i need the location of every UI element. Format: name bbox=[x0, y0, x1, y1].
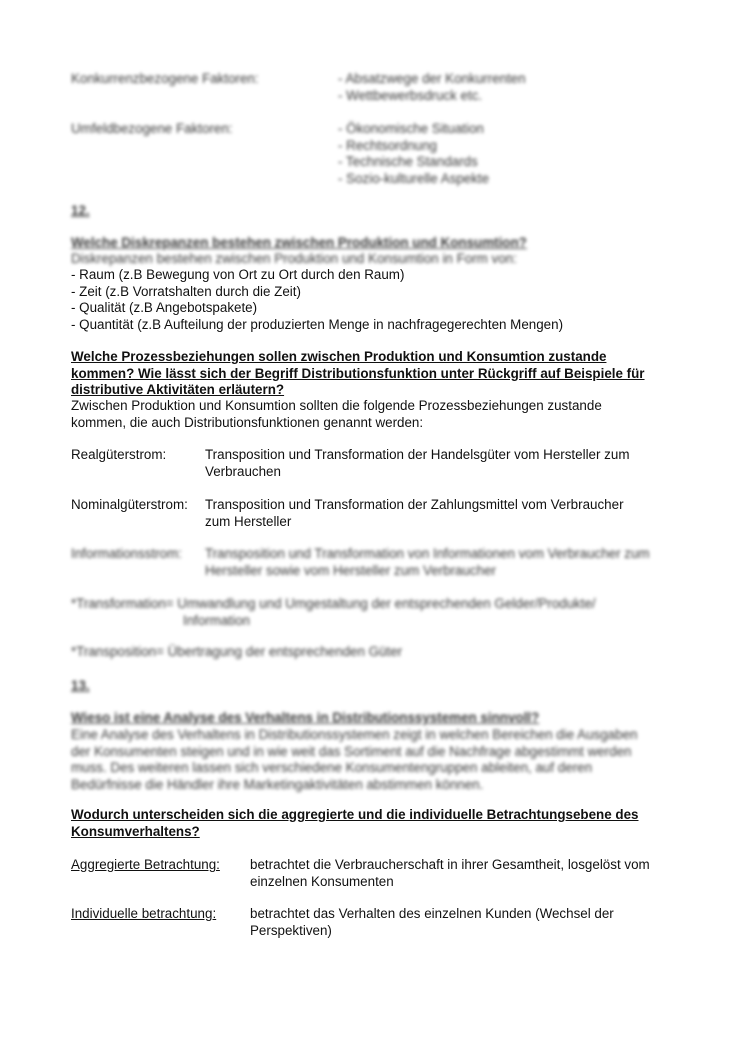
text-line: muss. Des weiteren lassen sich verschiedene Konsumentengruppen ableiten, auf deren bbox=[71, 760, 593, 775]
definition-text-aggregate bbox=[250, 857, 650, 890]
footnote-transformation bbox=[71, 596, 596, 629]
text-line: betrachtet die Verbraucherschaft in ihrer Gesamtheit, losgelöst vom bbox=[250, 857, 650, 872]
list-item: - Rechtsordnung bbox=[338, 137, 437, 153]
title-line: kommen? Wie lässt sich der Begriff Distributionsfunktion unter Rückgriff auf Beispiele für bbox=[71, 365, 645, 381]
text-line: *Transformation= Umwandlung und Umgestaltung der entsprechenden Gelder/Produkte/ bbox=[71, 596, 596, 611]
title-line: Wodurch unterscheiden sich die aggregierte und die individuelle Betrachtungsebene des bbox=[71, 807, 639, 822]
environment-factors-list bbox=[338, 121, 489, 187]
definition-text-individual bbox=[250, 906, 614, 939]
section-12-question-1-intro: Diskrepanzen bestehen zwischen Produktion und Konsumtion in Form von: bbox=[71, 251, 517, 266]
discrepancy-list bbox=[71, 267, 563, 333]
list-item: - Technische Standards bbox=[338, 154, 478, 169]
title-line: Konsumverhaltens? bbox=[71, 823, 200, 839]
list-item: - Quantität (z.B Aufteilung der produzierten Menge in nachfragegerechten Mengen) bbox=[71, 316, 564, 332]
section-12-question-2-intro bbox=[71, 398, 602, 431]
list-item: - Absatzwege der Konkurrenten bbox=[338, 71, 526, 86]
section-13-number: 13. bbox=[71, 678, 90, 693]
text-line: Transposition und Transformation von Informationen vom Verbraucher zum bbox=[205, 546, 650, 561]
footnote-transposition: *Transposition= Übertragung der entsprechenden Güter bbox=[71, 644, 403, 659]
text-line: kommen, die auch Distributionsfunktionen genannt werden: bbox=[71, 414, 424, 430]
section-12-question-2-title bbox=[71, 349, 645, 399]
section-13-question-1-title: Wieso ist eine Analyse des Verhaltens in Distributionssystemen sinnvoll? bbox=[71, 710, 540, 725]
competitor-factors-list bbox=[338, 71, 526, 104]
text-line: der Konsumenten steigen und in wie weit das Sortiment auf die Nachfrage abgestimmt werden bbox=[71, 743, 632, 759]
section-13-question-1-body bbox=[71, 727, 637, 793]
stream-label-information: Informationsstrom: bbox=[71, 546, 182, 561]
text-line: Verbrauchen bbox=[205, 463, 281, 479]
stream-label-nominal: Nominalgüterstrom: bbox=[71, 497, 188, 512]
environment-factors-label: Umfeldbezogene Faktoren: bbox=[71, 121, 233, 136]
text-line: betrachtet das Verhalten des einzelnen Kunden (Wechsel der bbox=[250, 906, 614, 921]
text-line: Transposition und Transformation der Zahlungsmittel vom Verbraucher bbox=[205, 497, 624, 512]
section-12-question-1-title: Welche Diskrepanzen bestehen zwischen Produktion und Konsumtion? bbox=[71, 235, 527, 250]
definition-term-individual: Individuelle betrachtung: bbox=[71, 906, 217, 921]
competitor-factors-label: Konkurrenzbezogene Faktoren: bbox=[71, 71, 259, 86]
list-item: - Sozio-kulturelle Aspekte bbox=[338, 170, 490, 186]
list-item: - Zeit (z.B Vorratshalten durch die Zeit) bbox=[71, 283, 301, 299]
list-item: - Ökonomische Situation bbox=[338, 121, 484, 136]
list-item: - Wettbewerbsdruck etc. bbox=[338, 87, 483, 103]
text-line: Bedürfnisse die Händler ihre Marketingaktivitäten abstimmen können. bbox=[71, 776, 484, 792]
stream-text-real bbox=[205, 447, 629, 480]
title-line: Welche Prozessbeziehungen sollen zwischen Produktion und Konsumtion zustande bbox=[71, 349, 607, 364]
definition-term-aggregate: Aggregierte Betrachtung: bbox=[71, 857, 220, 872]
section-13-question-2-title bbox=[71, 807, 638, 840]
text-line: einzelnen Konsumenten bbox=[250, 873, 394, 889]
title-line: distributive Aktivitäten erläutern? bbox=[71, 382, 285, 397]
text-line: Perspektiven) bbox=[250, 922, 332, 938]
list-item: - Qualität (z.B Angebotspakete) bbox=[71, 300, 258, 315]
section-12-number: 12. bbox=[71, 203, 90, 218]
text-line: Transposition und Transformation der Handelsgüter vom Hersteller zum bbox=[205, 447, 630, 462]
stream-text-nominal bbox=[205, 497, 624, 530]
text-line: zum Hersteller bbox=[205, 513, 292, 529]
stream-text-information bbox=[205, 546, 650, 579]
text-line: Information bbox=[183, 612, 250, 628]
text-line: Hersteller sowie vom Hersteller zum Verbraucher bbox=[205, 562, 496, 578]
text-line: Zwischen Produktion und Konsumtion sollten die folgende Prozessbeziehungen zustande bbox=[71, 398, 602, 413]
text-line: Eine Analyse des Verhaltens in Distributionssystemen zeigt in welchen Bereichen die Ausgaben bbox=[71, 727, 638, 742]
list-item: - Raum (z.B Bewegung von Ort zu Ort durch den Raum) bbox=[71, 267, 405, 282]
stream-label-real: Realgüterstrom: bbox=[71, 447, 167, 462]
